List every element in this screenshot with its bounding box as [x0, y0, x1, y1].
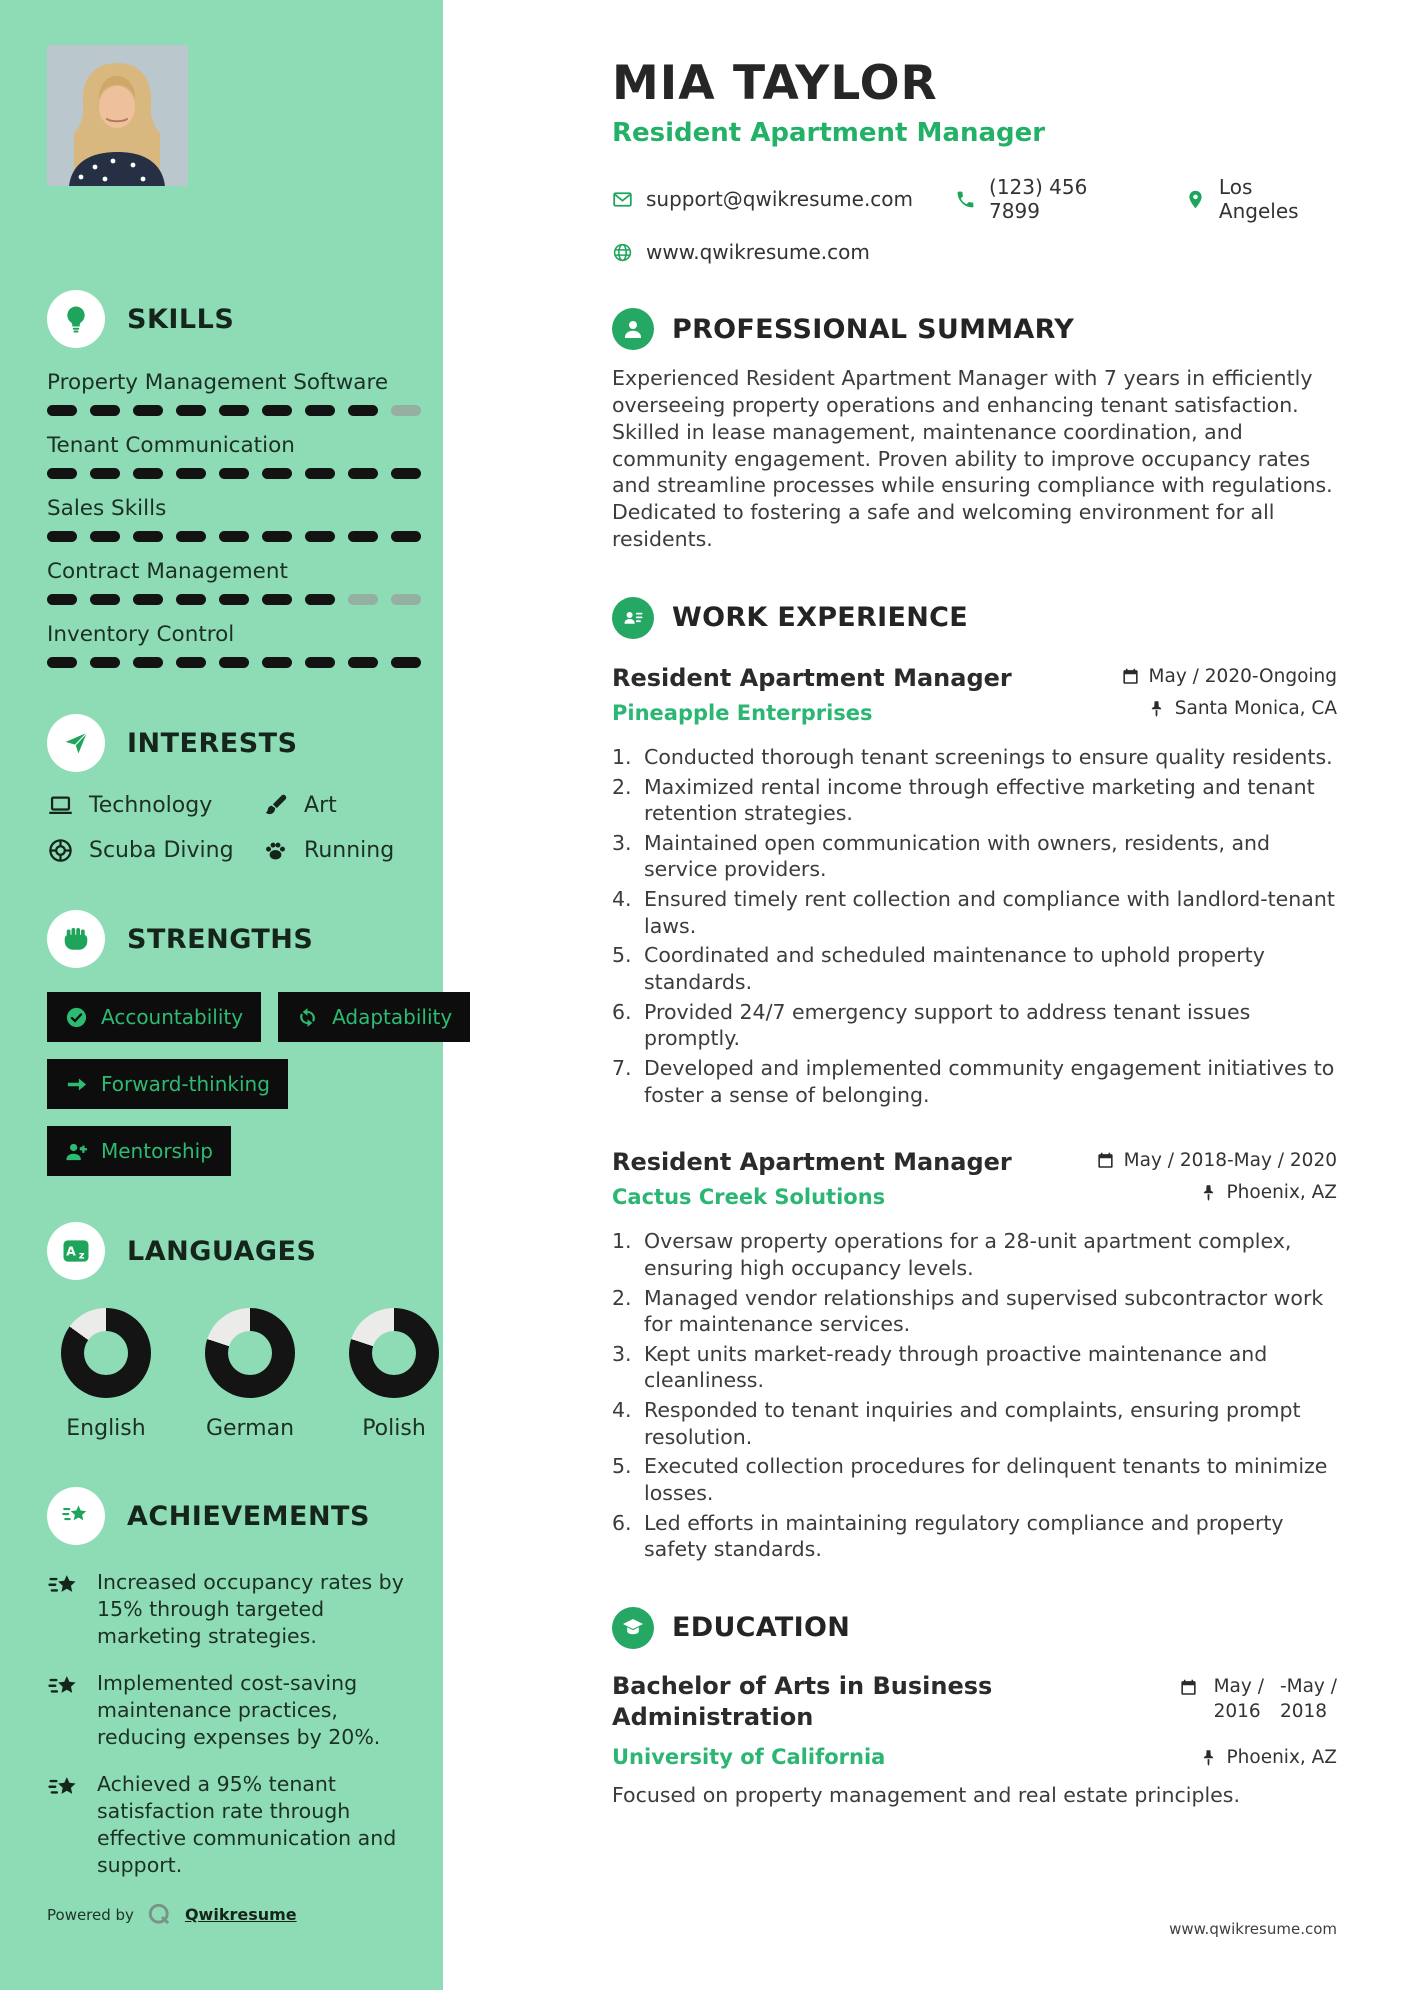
contact-block [612, 175, 1337, 264]
skill-dash [90, 594, 120, 605]
fist-icon [61, 924, 91, 954]
language-label: English [66, 1416, 146, 1441]
skill-dash [47, 657, 77, 668]
bullet-text: Coordinated and scheduled maintenance to uphold property standards. [644, 943, 1265, 995]
bullet-text: Kept units market-ready through proactive maintenance and cleanliness. [644, 1341, 1268, 1393]
interest-item [262, 792, 431, 819]
education-dates [1179, 1671, 1337, 1733]
job-bullet [612, 774, 1337, 827]
skills-heading [47, 290, 431, 348]
candidate-name: MIA TAYLOR [612, 56, 938, 111]
bullet-text: Executed collection procedures for delinquent tenants to minimize losses. [644, 1454, 1328, 1505]
job-dates: May / 2018-May / 2020 [1096, 1150, 1337, 1171]
strength-pill [47, 992, 261, 1042]
bullet-text: Developed and implemented community engagement initiatives to foster a sense of belonging. [644, 1055, 1335, 1107]
achievement-text: Implemented cost-saving maintenance practices, reducing expenses by 20%. [97, 1671, 381, 1750]
interest-label: Technology [89, 793, 213, 818]
skill-dash [176, 468, 206, 479]
interests-list [47, 792, 431, 864]
education-heading [612, 1607, 1337, 1649]
skill-dash [348, 468, 378, 479]
achievement-item [47, 1569, 417, 1650]
skill-label: Contract Management [47, 559, 288, 584]
job-entry [612, 1148, 1337, 1563]
language-donut-chart [205, 1308, 295, 1398]
calendar-icon [1179, 1675, 1198, 1697]
skill-dash [219, 468, 249, 479]
interest-item [47, 792, 262, 819]
sync-icon [296, 1006, 319, 1029]
calendar-icon [1096, 1151, 1115, 1170]
strength-label: Mentorship [101, 1139, 213, 1163]
skill-dash [348, 594, 378, 605]
skill-dash [133, 468, 163, 479]
skill-dash [348, 657, 378, 668]
job-bullet [612, 830, 1337, 883]
bullet-text: Conducted thorough tenant screenings to ensure quality residents. [644, 744, 1333, 769]
job-bullet [612, 1453, 1337, 1506]
strengths-list [47, 992, 479, 1176]
pushpin-icon [1147, 699, 1166, 718]
education-title: EDUCATION [672, 1612, 851, 1644]
phone-icon [955, 189, 976, 210]
contact-email [612, 187, 913, 211]
skill-dash [133, 531, 163, 542]
skill-label: Property Management Software [47, 370, 389, 395]
edu-date-start-year: 2016 [1213, 1700, 1261, 1722]
skill-dash [219, 405, 249, 416]
paintbrush-icon [262, 792, 289, 819]
skill-dash [133, 405, 163, 416]
envelope-icon [612, 189, 633, 210]
bullet-text: Managed vendor relationships and supervised subcontractor work for maintenance services. [644, 1285, 1324, 1337]
achievement-item [47, 1670, 417, 1751]
language-item [205, 1308, 295, 1441]
id-badge-icon [621, 606, 645, 630]
experience-heading [612, 597, 1337, 639]
bullet-number: 1. [612, 1229, 632, 1254]
degree-title: Bachelor of Arts in Business Administration [612, 1671, 993, 1732]
bullet-text: Ensured timely rent collection and compliance with landlord-tenant laws. [644, 887, 1335, 938]
skill-dash [90, 405, 120, 416]
languages-heading [47, 1222, 431, 1280]
skill-dash [391, 468, 421, 479]
skill-dash [305, 405, 335, 416]
paper-plane-icon [61, 728, 91, 758]
job-company: Cactus Creek Solutions [612, 1185, 886, 1210]
education-location: Phoenix, AZ [1199, 1747, 1338, 1768]
skill-dash [90, 468, 120, 479]
skill-dash [305, 657, 335, 668]
job-title: Resident Apartment Manager [612, 1148, 1012, 1177]
skill-item [47, 370, 431, 416]
skill-dash [133, 657, 163, 668]
skill-dash [176, 531, 206, 542]
bullet-number: 6. [612, 999, 632, 1024]
job-location: Phoenix, AZ [1096, 1182, 1337, 1203]
bullet-number: 5. [612, 943, 632, 968]
skill-dash [47, 405, 77, 416]
job-dates: May / 2020-Ongoing [1121, 666, 1337, 687]
experience-section [612, 597, 1337, 1563]
language-item [61, 1308, 151, 1441]
interest-label: Scuba Diving [89, 838, 234, 863]
language-label: German [205, 1416, 295, 1441]
strength-pill [278, 992, 470, 1042]
summary-heading [612, 308, 1337, 350]
skill-dash [305, 468, 335, 479]
language-label: Polish [362, 1416, 426, 1441]
bullet-number: 2. [612, 1285, 632, 1310]
skill-dash [391, 594, 421, 605]
profile-photo [47, 45, 188, 186]
laptop-icon [47, 792, 74, 819]
job-bullet [612, 942, 1337, 995]
arrow-right-icon [65, 1073, 88, 1096]
skill-dash [262, 657, 292, 668]
interest-item [262, 837, 431, 864]
strength-label: Forward-thinking [101, 1072, 270, 1096]
check-circle-icon [65, 1006, 88, 1029]
interests-title: INTERESTS [127, 727, 298, 759]
bullet-text: Led efforts in maintaining regulatory compliance and property safety standards. [644, 1510, 1284, 1562]
bullet-number: 6. [612, 1510, 632, 1535]
bullet-number: 4. [612, 1398, 632, 1423]
email-link[interactable]: support@qwikresume.com [646, 187, 914, 211]
skill-dash [305, 531, 335, 542]
bullet-text: Provided 24/7 emergency support to address tenant issues promptly. [644, 999, 1251, 1051]
skill-dash [305, 594, 335, 605]
skill-dash [133, 594, 163, 605]
skill-dash [219, 657, 249, 668]
job-bullet [612, 1341, 1337, 1394]
shooting-star-icon [47, 1569, 81, 1650]
skill-dash [391, 531, 421, 542]
summary-section [612, 308, 1337, 553]
bullet-number: 4. [612, 887, 632, 912]
strengths-title: STRENGTHS [127, 923, 314, 955]
map-pin-icon [1185, 189, 1206, 210]
job-location: Santa Monica, CA [1121, 698, 1337, 719]
contact-website [612, 240, 870, 264]
skill-dash [176, 657, 206, 668]
bullet-number: 7. [612, 1055, 632, 1080]
skill-dash [262, 531, 292, 542]
skill-bar [47, 468, 431, 479]
language-donut-chart [349, 1308, 439, 1398]
shooting-star-icon [47, 1670, 81, 1751]
jobs-list [612, 664, 1337, 1563]
phone-number: (123) 456 7899 [989, 175, 1088, 223]
skill-bar [47, 405, 431, 416]
school-name: University of California [612, 1745, 886, 1770]
skill-bar [47, 594, 431, 605]
strengths-section [47, 910, 453, 1176]
skill-dash [391, 657, 421, 668]
translate-icon [61, 1236, 91, 1266]
skill-item [47, 496, 431, 542]
pushpin-icon [1199, 1183, 1218, 1202]
job-bullet [612, 744, 1337, 771]
skill-dash [47, 531, 77, 542]
languages-section [47, 1222, 431, 1441]
summary-text: Experienced Resident Apartment Manager with 7 years in efficiently overseeing property operations and enhancing tenant satisfaction. Skilled in lease management, maintenance coordination, and community engagement. Proven ability to improve occupancy rates and streamline processes while ensuring compliance with regulations. Dedicated to fostering a safe and welcoming environment for all residents. [612, 366, 1333, 552]
skill-dash [262, 405, 292, 416]
skill-dash [348, 405, 378, 416]
sidebar-footer [47, 1901, 297, 1928]
edu-date-end-month: -May / [1279, 1675, 1337, 1697]
summary-title: PROFESSIONAL SUMMARY [672, 313, 1075, 345]
skill-dash [348, 531, 378, 542]
strength-pill [47, 1059, 288, 1109]
bullet-number: 3. [612, 830, 632, 855]
bullet-text: Maximized rental income through effective marketing and tenant retention strategies. [644, 774, 1315, 826]
languages-title: LANGUAGES [127, 1235, 317, 1267]
language-item [349, 1308, 439, 1441]
job-bullets [612, 1228, 1337, 1563]
interest-label: Art [304, 793, 337, 818]
skill-label: Sales Skills [47, 496, 167, 521]
languages-list [47, 1308, 431, 1441]
profile-photo-image [47, 45, 188, 186]
skill-dash [219, 531, 249, 542]
bullet-text: Responded to tenant inquiries and complaints, ensuring prompt resolution. [644, 1398, 1301, 1449]
achievement-text: Achieved a 95% tenant satisfaction rate through effective communication and support. [97, 1772, 397, 1878]
skill-label: Tenant Communication [47, 433, 295, 458]
sidebar [0, 0, 453, 1990]
job-company: Pineapple Enterprises [612, 700, 873, 725]
bullet-number: 5. [612, 1454, 632, 1479]
job-bullet [612, 1285, 1337, 1338]
bullet-number: 2. [612, 774, 632, 799]
skill-dash [47, 594, 77, 605]
skill-item [47, 433, 431, 479]
powered-by-label: Powered by [47, 1905, 134, 1924]
strengths-heading [47, 910, 431, 968]
interest-item [47, 837, 262, 864]
job-bullet [612, 1397, 1337, 1450]
person-icon [621, 317, 645, 341]
skill-dash [262, 468, 292, 479]
strength-label: Accountability [101, 1005, 244, 1029]
skill-bar [47, 531, 431, 542]
job-bullets [612, 744, 1337, 1108]
job-entry [612, 664, 1337, 1108]
job-bullet [612, 1055, 1337, 1108]
skill-dash [90, 531, 120, 542]
skill-dash [176, 594, 206, 605]
shooting-star-icon [61, 1501, 91, 1531]
skill-bar [47, 657, 431, 668]
globe-icon [612, 242, 633, 263]
skill-dash [262, 594, 292, 605]
skills-section [47, 290, 431, 668]
education-section [612, 1607, 1337, 1807]
achievements-list [47, 1569, 431, 1879]
website-link[interactable]: www.qwikresume.com [646, 240, 870, 264]
pushpin-icon [1199, 1748, 1218, 1767]
main-column [443, 0, 1407, 1990]
skill-dash [47, 468, 77, 479]
bullet-text: Maintained open communication with owners, residents, and service providers. [644, 830, 1271, 882]
strength-pill [47, 1126, 231, 1176]
edu-date-start-month: May / [1213, 1675, 1264, 1697]
q-logo-icon [146, 1901, 173, 1928]
edu-date-end-year: 2018 [1279, 1700, 1328, 1722]
contact-location [1185, 175, 1337, 223]
bullet-text: Oversaw property operations for a 28-unit apartment complex, ensuring high occupancy levels. [644, 1229, 1292, 1280]
lifebuoy-icon [47, 837, 74, 864]
strength-label: Adaptability [332, 1005, 453, 1029]
location-text: Los Angeles [1218, 175, 1299, 223]
skill-dash [219, 594, 249, 605]
achievements-section [47, 1487, 431, 1879]
svg-text:A: A [66, 1243, 76, 1259]
achievements-heading [47, 1487, 431, 1545]
user-plus-icon [65, 1140, 88, 1163]
job-bullet [612, 1228, 1337, 1281]
skill-label: Inventory Control [47, 622, 235, 647]
bullet-number: 3. [612, 1341, 632, 1366]
qwikresume-link[interactable]: Qwikresume [184, 1905, 297, 1924]
achievement-item [47, 1771, 417, 1879]
interests-heading [47, 714, 431, 772]
calendar-icon [1121, 667, 1140, 686]
shooting-star-icon [47, 1771, 81, 1879]
interests-section [47, 714, 431, 864]
job-title: Resident Apartment Manager [612, 663, 1012, 692]
svg-text:z: z [78, 1250, 85, 1262]
candidate-title: Resident Apartment Manager [612, 118, 1046, 148]
skill-dash [176, 405, 206, 416]
language-donut-chart [61, 1308, 151, 1398]
job-bullet [612, 999, 1337, 1052]
graduation-cap-icon [621, 1616, 645, 1640]
skill-dash [391, 405, 421, 416]
lightbulb-icon [61, 304, 91, 334]
interest-label: Running [304, 838, 395, 863]
experience-title: WORK EXPERIENCE [672, 602, 968, 634]
skill-dash [90, 657, 120, 668]
achievements-title: ACHIEVEMENTS [127, 1500, 370, 1532]
bullet-number: 1. [612, 744, 632, 769]
footer-website: www.qwikresume.com [1169, 1920, 1337, 1938]
job-bullet [612, 886, 1337, 939]
job-bullet [612, 1510, 1337, 1563]
achievement-text: Increased occupancy rates by 15% through targeted marketing strategies. [97, 1570, 404, 1649]
skill-item [47, 559, 431, 605]
paw-icon [262, 837, 289, 864]
skills-list [47, 370, 431, 668]
contact-phone [955, 175, 1143, 223]
skills-title: SKILLS [127, 303, 235, 335]
skill-item [47, 622, 431, 668]
education-note: Focused on property management and real estate principles. [612, 1783, 1240, 1808]
